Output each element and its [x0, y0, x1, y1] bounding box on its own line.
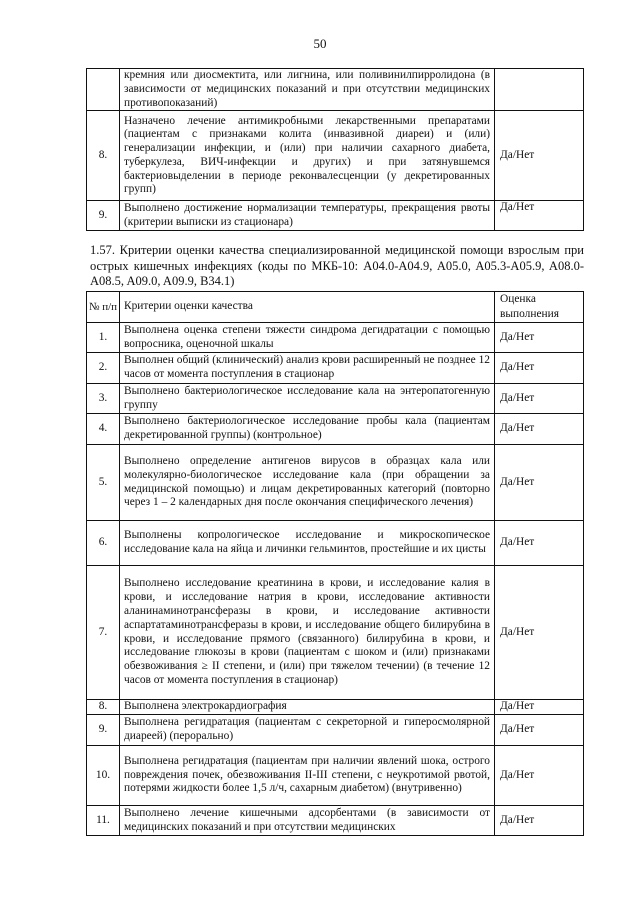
header-criteria: Критерии оценки качества: [120, 292, 495, 323]
row-number: 4.: [87, 414, 120, 445]
criteria-text: Выполнено лечение кишечными адсорбентами (в зависимости от медицинских показаний и при отсутствии медицинских: [120, 806, 495, 836]
table-row: [87, 746, 584, 806]
row-number: 8.: [87, 700, 120, 715]
criteria-text: Выполнено бактериологическое исследование кала на энтеропатогенную группу: [120, 384, 495, 414]
criteria-text: кремния или диосмектита, или лигнина, или поливинилпирролидона (в зависимости от медицинских показаний и при отсутствии медицинских противопоказаний): [120, 69, 495, 111]
result-cell: Да/Нет: [495, 521, 584, 566]
criteria-text: Выполнена регидратация (пациентам с секреторной и гиперосмолярной диареей) (перорально): [120, 715, 495, 746]
table-row: [87, 806, 584, 836]
table-row: [87, 414, 584, 445]
result-cell: Да/Нет: [495, 566, 584, 700]
result-cell: Да/Нет: [495, 445, 584, 521]
header-result: Оценка выполнения: [495, 292, 584, 323]
row-number: 6.: [87, 521, 120, 566]
criteria-text: Выполнено исследование креатинина в крови, и исследование калия в крови, и исследование натрия в крови, исследование активности аланинаминотрансферазы в крови, и исследование активности аспартатаминотрансферазы в крови, и исследование общего билирубина в крови, и исследование прямого (связанного) билирубина в крови, и исследование глюкозы в крови (пациентам с шоком и (или) признаками обезвоживания ≥ II степени, и (или) при тяжелом течении) (в течение 12 часов от момента поступления в стационар): [120, 566, 495, 700]
row-number: 5.: [87, 445, 120, 521]
result-cell: Да/Нет: [495, 414, 584, 445]
criteria-text: Назначено лечение антимикробными лекарственными препаратами (пациентам с признаками колита (инвазивной диареи) и (или) генерализации инфекции, и (или) при наличии сахарного диабета, туберкулеза, ВИЧ-инфекции и других) и при затянувшемся бактериовыделении в периоде реконвалесценции (у декретированных групп): [120, 111, 495, 201]
criteria-text: Выполнена оценка степени тяжести синдрома дегидратации с помощью вопросника, оценочной шкалы: [120, 323, 495, 353]
result-cell: Да/Нет: [495, 746, 584, 806]
table-row: [87, 566, 584, 700]
row-number: 3.: [87, 384, 120, 414]
table-row: [87, 323, 584, 353]
result-cell: Да/Нет: [495, 323, 584, 353]
row-number: 9.: [87, 715, 120, 746]
result-cell: Да/Нет: [495, 700, 584, 715]
table-header-row: [87, 292, 584, 323]
result-cell: Да/Нет: [495, 806, 584, 836]
row-number: 9.: [87, 201, 120, 231]
row-number: 11.: [87, 806, 120, 836]
table-row: [87, 700, 584, 715]
criteria-text: Выполнено достижение нормализации температуры, прекращения рвоты (критерии выписки из стационара): [120, 201, 495, 231]
row-number: 2.: [87, 353, 120, 384]
table-row: [87, 445, 584, 521]
row-number: 10.: [87, 746, 120, 806]
result-cell: Да/Нет: [495, 715, 584, 746]
result-cell: [495, 69, 584, 111]
header-number: № п/п: [87, 292, 120, 323]
table-row: [87, 201, 584, 231]
main-criteria-table: [86, 291, 584, 836]
result-cell: Да/Нет: [495, 111, 584, 201]
row-number: 8.: [87, 111, 120, 201]
result-cell: Да/Нет: [495, 353, 584, 384]
table-row: [87, 111, 584, 201]
table-row: [87, 353, 584, 384]
criteria-text: Выполнена регидратация (пациентам при наличии явлений шока, острого повреждения почек, обезвоживания II-III степени, с неукротимой рвотой, потерями жидкости более 1,5 л/ч, сахарным диабетом) (внутривенно): [120, 746, 495, 806]
section-heading: 1.57. Критерии оценки качества специализированной медицинской помощи взрослым при острых кишечных инфекциях (коды по МКБ-10: A04.0-A04.9, A05.0, A05.3-A05.9, A08.0-A08.5, A09.0, A09.9, B34.1): [90, 243, 584, 289]
top-criteria-table: [86, 68, 584, 231]
criteria-text: Выполнена электрокардиография: [120, 700, 495, 715]
result-cell: Да/Нет: [495, 384, 584, 414]
table-row: [87, 384, 584, 414]
row-number: 1.: [87, 323, 120, 353]
criteria-text: Выполнено определение антигенов вирусов в образцах кала или молекулярно-биологическое исследование кала (при обращении за медицинской помощью) и лицам декретированных категорий (повторно через 1 – 2 календарных дня после окончания специфического лечения): [120, 445, 495, 521]
table-row: [87, 69, 584, 111]
criteria-text: Выполнено бактериологическое исследование пробы кала (пациентам декретированной группы) (контрольное): [120, 414, 495, 445]
row-number: [87, 69, 120, 111]
criteria-text: Выполнены копрологическое исследование и микроскопическое исследование кала на яйца и личинки гельминтов, простейшие и их цисты: [120, 521, 495, 566]
table-row: [87, 715, 584, 746]
page-number: 50: [313, 36, 327, 51]
row-number: 7.: [87, 566, 120, 700]
result-cell: Да/Нет: [495, 201, 584, 231]
criteria-text: Выполнен общий (клинический) анализ крови расширенный не позднее 12 часов от момента поступления в стационар: [120, 353, 495, 384]
table-row: [87, 521, 584, 566]
